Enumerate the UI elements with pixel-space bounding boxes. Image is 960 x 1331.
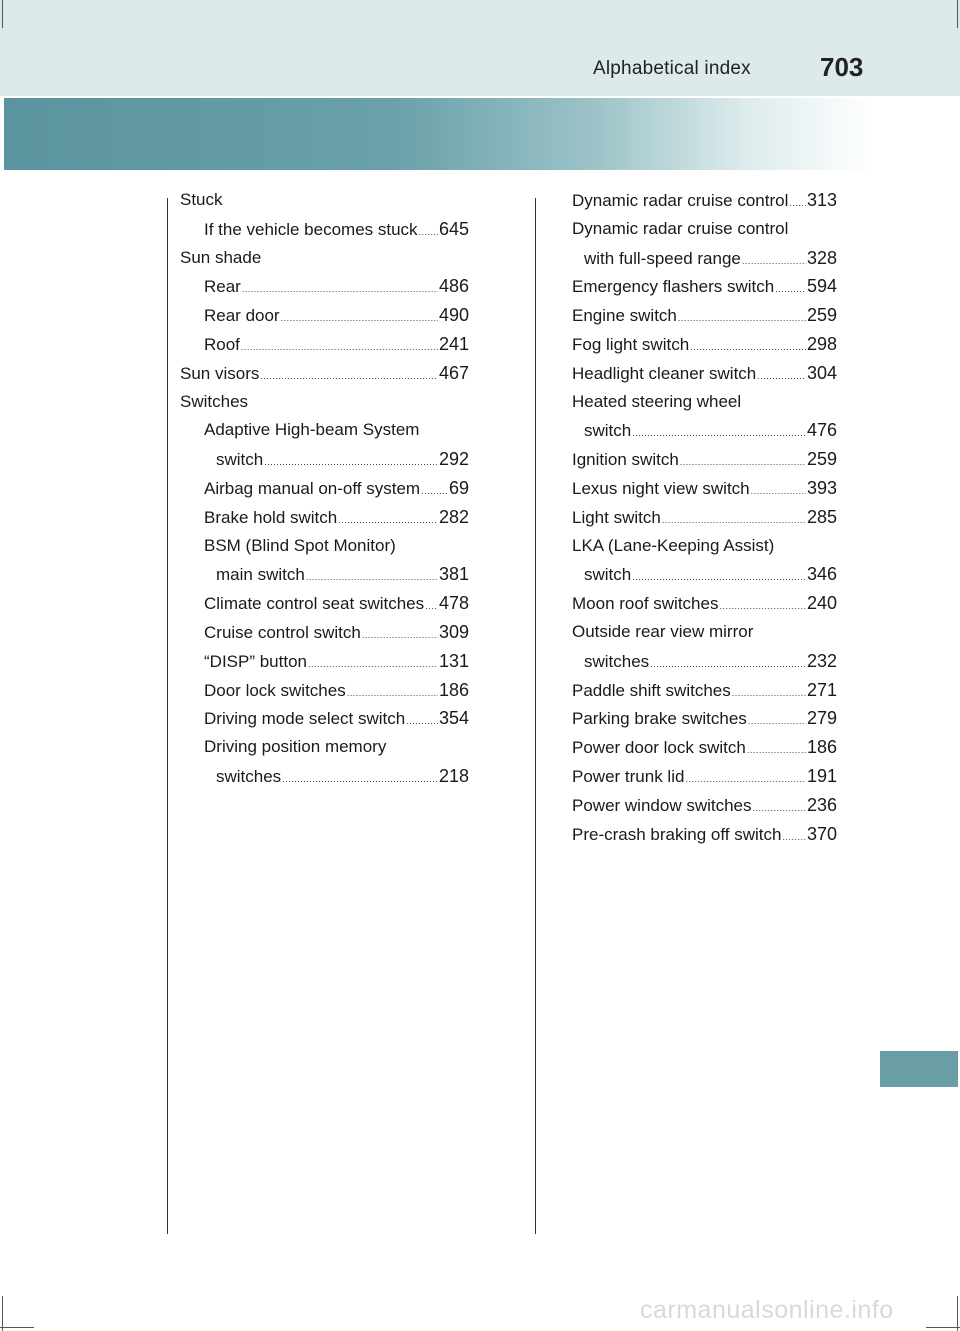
- index-entry-label: If the vehicle becomes stuck: [204, 219, 418, 239]
- index-entry: [572, 416, 837, 445]
- index-entry: [572, 244, 837, 273]
- index-entry: [180, 676, 469, 705]
- crop-mark: [0, 1327, 34, 1328]
- dot-leader: [678, 304, 806, 333]
- dot-leader: [789, 189, 806, 218]
- dot-leader: [782, 823, 806, 852]
- index-entry-page[interactable]: 259: [806, 305, 837, 326]
- index-entry-label: Sun visors: [180, 363, 260, 383]
- index-entry: [572, 676, 837, 705]
- dot-leader: [732, 679, 806, 708]
- dot-leader: [650, 650, 806, 679]
- index-entry-label: switches: [216, 766, 282, 786]
- index-entry-label: Airbag manual on-off system: [204, 478, 421, 498]
- index-entry: [572, 532, 837, 561]
- index-entry-label: Paddle shift switches: [572, 680, 731, 700]
- dot-leader: [685, 765, 806, 794]
- index-entry: [572, 474, 837, 503]
- crop-mark: [957, 0, 958, 28]
- index-entry-label: “DISP” button: [204, 651, 307, 671]
- index-entry-page[interactable]: 313: [806, 190, 837, 210]
- index-entry-label: switch: [216, 450, 264, 470]
- index-entry-label: Stuck: [180, 190, 223, 209]
- index-entry-page[interactable]: 186: [438, 679, 469, 700]
- index-entry-page[interactable]: 292: [438, 449, 469, 470]
- index-entry-page[interactable]: 298: [806, 333, 837, 354]
- index-entry-page[interactable]: 191: [806, 765, 837, 786]
- dot-leader: [753, 794, 806, 823]
- dot-leader: [260, 362, 438, 391]
- index-entry-page[interactable]: 186: [806, 737, 837, 758]
- index-entry-label: LKA (Lane-Keeping Assist): [572, 535, 775, 555]
- dot-leader: [362, 621, 438, 650]
- index-entry-page[interactable]: 232: [806, 650, 837, 671]
- dot-leader: [425, 592, 438, 621]
- index-entry-label: Dynamic radar cruise control: [572, 191, 789, 210]
- index-entry-label: Power trunk lid: [572, 766, 685, 786]
- index-entry: [180, 272, 469, 301]
- index-entry-label: Headlight cleaner switch: [572, 363, 757, 383]
- index-entry-label: Climate control seat switches: [204, 594, 425, 614]
- dot-leader: [347, 679, 438, 708]
- index-entry: [180, 618, 469, 647]
- dot-leader: [306, 563, 438, 592]
- index-entry-label: Parking brake switches: [572, 709, 747, 729]
- header-gradient-bar: [4, 98, 874, 170]
- index-entry: [180, 301, 469, 330]
- index-entry: [180, 416, 469, 445]
- index-entry-page[interactable]: 346: [806, 564, 837, 585]
- index-column-left: [180, 186, 469, 791]
- dot-leader: [742, 247, 806, 276]
- index-entry-label: Roof: [204, 334, 240, 354]
- index-entry: [572, 215, 837, 244]
- index-entry: [180, 244, 469, 273]
- index-entry-label: Power window switches: [572, 795, 752, 815]
- crop-mark: [2, 1296, 3, 1331]
- dot-leader: [282, 765, 438, 794]
- index-entry-label: Rear: [204, 277, 241, 297]
- index-entry-label: main switch: [216, 565, 305, 585]
- index-entry-label: Rear door: [204, 306, 280, 326]
- index-entry-page[interactable]: 131: [438, 650, 469, 671]
- index-entry-page[interactable]: 279: [806, 708, 837, 729]
- dot-leader: [747, 736, 806, 765]
- section-tab-marker: [880, 1051, 958, 1087]
- index-entry-page[interactable]: 370: [806, 823, 837, 844]
- dot-leader: [242, 275, 438, 304]
- index-entry-page[interactable]: 285: [806, 506, 837, 527]
- index-entry-label: Heated steering wheel: [572, 391, 742, 411]
- index-entry: [180, 186, 469, 215]
- index-entry-label: Adaptive High-beam System: [204, 420, 420, 440]
- index-entry-label: Driving position memory: [204, 737, 387, 757]
- dot-leader: [421, 477, 448, 506]
- index-entry-page[interactable]: 241: [438, 333, 469, 354]
- index-entry-label: Driving mode select switch: [204, 709, 406, 729]
- dot-leader: [775, 275, 806, 304]
- index-entry-label: Outside rear view mirror: [572, 621, 754, 641]
- index-entry-page[interactable]: 645: [438, 218, 469, 239]
- index-entry-page[interactable]: 236: [806, 794, 837, 815]
- dot-leader: [406, 707, 438, 736]
- index-entry: [572, 560, 837, 589]
- index-entry-page[interactable]: 354: [438, 708, 469, 729]
- crop-mark: [2, 0, 3, 28]
- index-entry: [572, 503, 837, 532]
- index-entry-label: Cruise control switch: [204, 622, 361, 642]
- index-entry: [180, 560, 469, 589]
- header-band: [0, 0, 960, 96]
- index-entry: [572, 618, 837, 647]
- index-entry-page[interactable]: 218: [438, 765, 469, 786]
- index-entry-label: Lexus night view switch: [572, 478, 750, 498]
- index-entry: [572, 445, 837, 474]
- dot-leader: [662, 506, 806, 535]
- dot-leader: [281, 304, 438, 333]
- index-entry-page[interactable]: 328: [806, 247, 837, 268]
- index-entry: [180, 589, 469, 618]
- dot-leader: [419, 218, 438, 247]
- index-entry-page[interactable]: 486: [438, 276, 469, 297]
- index-entry: [180, 503, 469, 532]
- index-entry: [572, 791, 837, 820]
- watermark-text: carmanualsonline.info: [640, 1296, 894, 1324]
- index-entry: [180, 330, 469, 359]
- dot-leader: [264, 448, 438, 477]
- dot-leader: [748, 707, 806, 736]
- index-entry: [180, 215, 469, 244]
- index-entry: [180, 532, 469, 561]
- index-entry-page[interactable]: 476: [806, 420, 837, 441]
- index-entry: [572, 733, 837, 762]
- index-entry-page[interactable]: 594: [806, 276, 837, 297]
- crop-mark: [926, 1327, 960, 1328]
- index-entry-label: with full-speed range: [584, 248, 741, 268]
- dot-leader: [680, 448, 806, 477]
- index-entry: [572, 820, 837, 849]
- index-entry-page[interactable]: 381: [438, 564, 469, 585]
- index-entry-page[interactable]: 69: [448, 477, 469, 498]
- index-entry: [572, 359, 837, 388]
- index-entry-label: Brake hold switch: [204, 507, 338, 527]
- index-entry-page[interactable]: 393: [806, 477, 837, 498]
- dot-leader: [719, 592, 806, 621]
- index-entry: [572, 589, 837, 618]
- index-entry: [180, 762, 469, 791]
- index-entry-label: switches: [584, 651, 650, 671]
- index-entry-label: Door lock switches: [204, 680, 346, 700]
- page-title: Alphabetical index: [593, 58, 751, 79]
- index-entry: [572, 186, 837, 215]
- index-column-right: [572, 186, 837, 848]
- index-entry-page[interactable]: 271: [806, 679, 837, 700]
- index-entry: [572, 301, 837, 330]
- index-entry: [180, 647, 469, 676]
- dot-leader: [241, 333, 438, 362]
- index-entry: [180, 445, 469, 474]
- dot-leader: [308, 650, 438, 679]
- index-entry: [572, 330, 837, 359]
- index-entry-label: Engine switch: [572, 306, 677, 326]
- index-entry-label: Emergency flashers switch: [572, 277, 775, 297]
- index-entry-label: Light switch: [572, 507, 661, 527]
- dot-leader: [751, 477, 806, 506]
- index-entry: [180, 474, 469, 503]
- index-entry-label: Switches: [180, 391, 249, 411]
- index-entry-label: Power door lock switch: [572, 738, 746, 758]
- index-entry: [180, 359, 469, 388]
- index-entry-label: BSM (Blind Spot Monitor): [204, 535, 396, 555]
- index-entry-page[interactable]: 259: [806, 449, 837, 470]
- dot-leader: [632, 419, 806, 448]
- index-entry: [180, 704, 469, 733]
- index-entry-page[interactable]: 467: [438, 362, 469, 383]
- dot-leader: [690, 333, 806, 362]
- right-column-rule: [535, 198, 536, 1234]
- index-entry-label: switch: [584, 565, 632, 585]
- index-entry-page[interactable]: 478: [438, 593, 469, 614]
- index-entry: [180, 733, 469, 762]
- dot-leader: [338, 506, 438, 535]
- index-entry: [572, 388, 837, 417]
- index-entry: [572, 647, 837, 676]
- index-entry-label: Fog light switch: [572, 334, 690, 354]
- index-entry-label: switch: [584, 421, 632, 441]
- dot-leader: [757, 362, 806, 391]
- index-entry-label: Pre-crash braking off switch: [572, 824, 782, 844]
- index-entry: [572, 762, 837, 791]
- crop-mark: [957, 1296, 958, 1331]
- index-entry-page[interactable]: 490: [438, 305, 469, 326]
- index-entry: [572, 272, 837, 301]
- index-entry-page[interactable]: 309: [438, 621, 469, 642]
- index-entry-page[interactable]: 304: [806, 362, 837, 383]
- index-entry: [572, 704, 837, 733]
- index-entry-label: Sun shade: [180, 247, 262, 267]
- left-column-rule: [167, 198, 168, 1234]
- index-entry-label: Dynamic radar cruise control: [572, 218, 789, 238]
- page-number: 703: [820, 52, 864, 82]
- index-entry-label: Moon roof switches: [572, 594, 719, 614]
- index-entry-label: Ignition switch: [572, 450, 679, 470]
- index-entry: [180, 388, 469, 417]
- dot-leader: [632, 563, 806, 592]
- index-entry-page[interactable]: 282: [438, 506, 469, 527]
- index-entry-page[interactable]: 240: [806, 593, 837, 614]
